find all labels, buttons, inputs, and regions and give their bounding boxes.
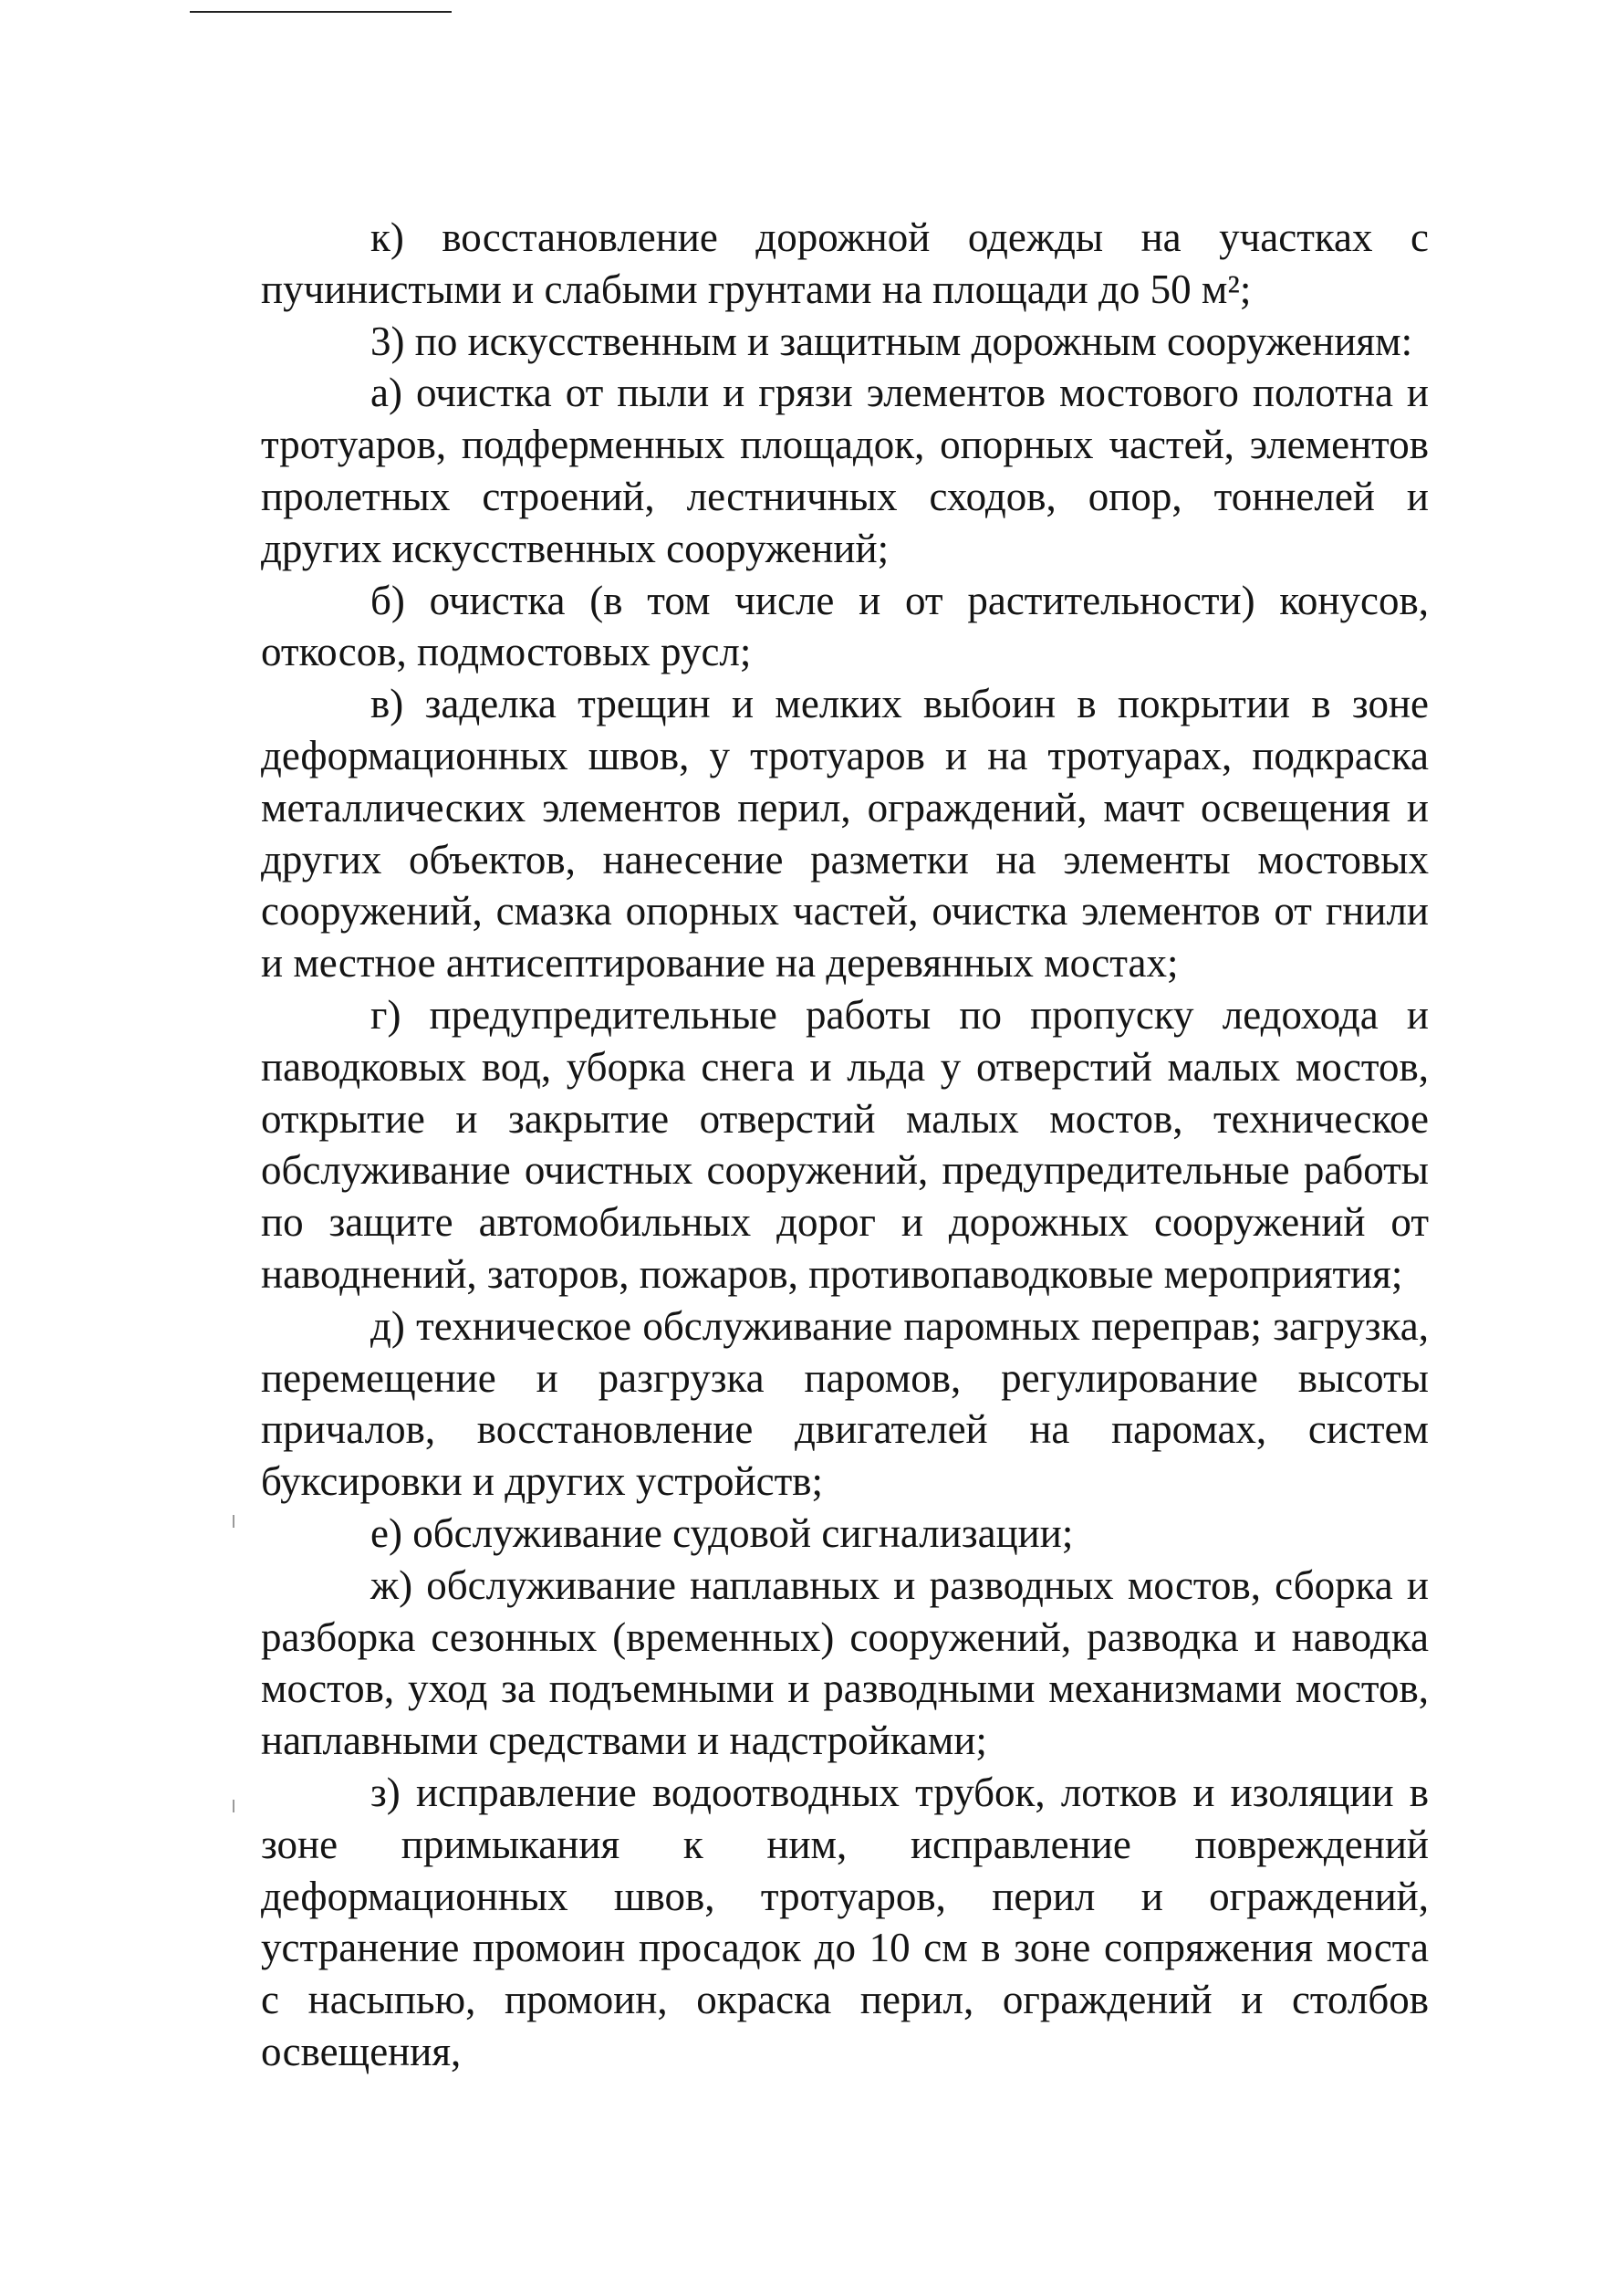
scan-speck bbox=[233, 1515, 234, 1528]
paragraph-a: а) очистка от пыли и грязи элементов мостового полотна и тротуаров, подферменных площадок, опорных частей, элементов пролетных строений, лестничных сходов, опор, тоннелей и других искусственных сооружений; bbox=[261, 370, 1429, 571]
paragraph-g: г) предупредительные работы по пропуску ледохода и паводковых вод, уборка снега и льда у отверстий малых мостов, открытие и закрытие отверстий малых мостов, техническое обслуживание очистных сооружений, предупредительные работы по защите автомобильных дорог и дорожных сооружений от наводнений, заторов, пожаров, противопаводковые мероприятия; bbox=[261, 991, 1429, 1297]
paragraph-v: в) заделка трещин и мелких выбоин в покрытии в зоне деформационных швов, у тротуаров и на тротуарах, подкраска металлических элементов перил, ограждений, мачт освещения и других объектов, нанесение разметки на элементы мостовых сооружений, смазка опорных частей, очистка элементов от гнили и местное антисептирование на деревянных мостах; bbox=[261, 681, 1429, 987]
paragraph-e: е) обслуживание судовой сигнализации; bbox=[370, 1509, 1074, 1556]
paragraph-d: д) техническое обслуживание паромных переправ; загрузка, перемещение и разгрузка паромов, регулирование высоты причалов, восстановление двигателей на паромах, систем буксировки и других устройств; bbox=[261, 1302, 1429, 1505]
paragraph-k: к) восстановление дорожной одежды на участках с пучинистыми и слабыми грунтами на площади до 50 м²; bbox=[261, 214, 1429, 312]
paragraph-section-3: 3) по искусственным и защитным дорожным сооружениям: bbox=[370, 318, 1413, 364]
scan-speck bbox=[233, 1800, 234, 1812]
paragraph-b: б) очистка (в том числе и от растительности) конусов, откосов, подмостовых русл; bbox=[261, 577, 1429, 675]
document-body bbox=[261, 212, 1429, 2078]
paragraph-z: з) исправление водоотводных трубок, лотков и изоляции в зоне примыкания к ним, исправление повреждений деформационных швов, тротуаров, перил и ограждений, устранение промоин просадок до 10 см в зоне сопряжения моста с насыпью, промоин, окраска перил, ограждений и столбов освещения, bbox=[261, 1769, 1429, 2074]
paragraph-zh: ж) обслуживание наплавных и разводных мостов, сборка и разборка сезонных (временных) сооружений, разводка и наводка мостов, уход за подъемными и разводными механизмами мостов, наплавными средствами и надстройками; bbox=[261, 1561, 1429, 1764]
header-rule bbox=[190, 11, 452, 13]
